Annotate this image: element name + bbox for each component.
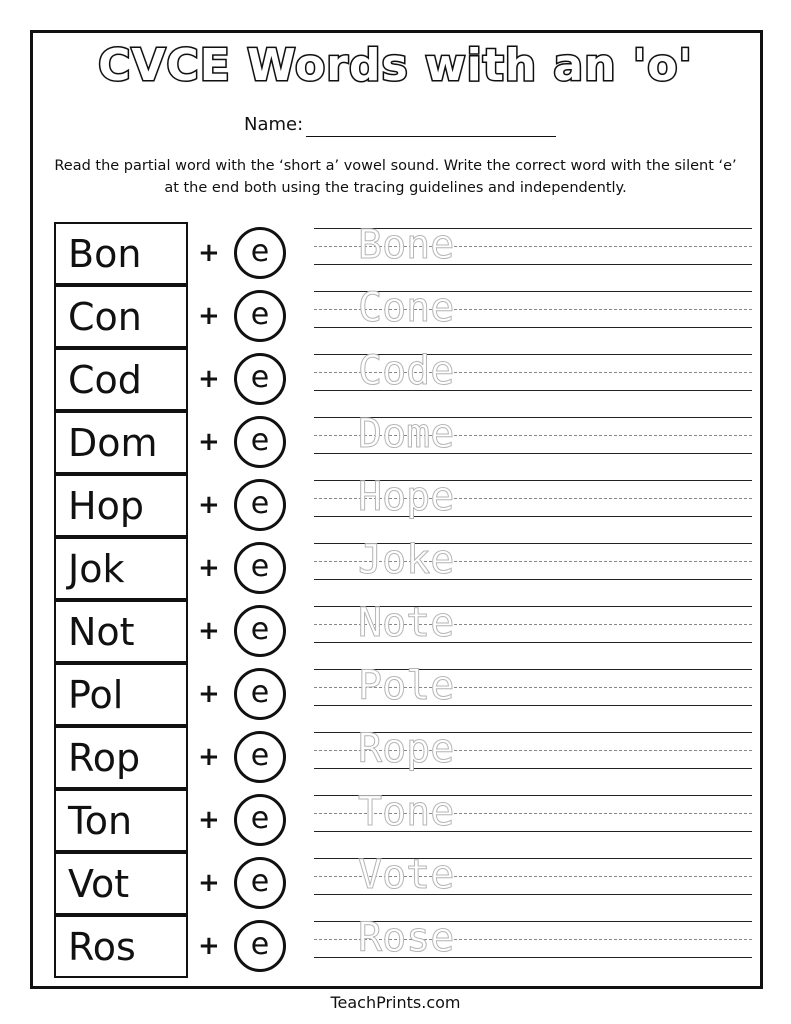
plus-sign: + <box>198 931 220 961</box>
partial-word-box: Bon <box>54 222 188 285</box>
silent-e-circle: e <box>234 479 286 531</box>
partial-word-box: Pol <box>54 663 188 726</box>
plus-sign: + <box>198 364 220 394</box>
word-row <box>0 285 791 348</box>
silent-e-circle: e <box>234 542 286 594</box>
word-row <box>0 852 791 915</box>
word-row <box>0 663 791 726</box>
partial-word-box: Ros <box>54 915 188 978</box>
plus-sign: + <box>198 238 220 268</box>
plus-sign: + <box>198 553 220 583</box>
silent-e-circle: e <box>234 731 286 783</box>
name-field-line[interactable] <box>306 136 556 137</box>
tracing-word: Rose <box>358 915 455 961</box>
partial-word-box: Cod <box>54 348 188 411</box>
tracing-word: Joke <box>358 537 455 583</box>
instructions-text: Read the partial word with the ‘short a’ vowel sound. Write the correct word with the silent ‘e’ at the end both using the tracing guidelines and independently. <box>54 158 737 196</box>
silent-e-circle: e <box>234 920 286 972</box>
word-row <box>0 411 791 474</box>
tracing-word: Tone <box>358 789 455 835</box>
word-row <box>0 600 791 663</box>
word-row <box>0 537 791 600</box>
partial-word-box: Not <box>54 600 188 663</box>
partial-word-box: Vot <box>54 852 188 915</box>
tracing-word: Cone <box>358 285 455 331</box>
word-row <box>0 348 791 411</box>
tracing-word: Bone <box>358 222 455 268</box>
plus-sign: + <box>198 616 220 646</box>
tracing-word: Code <box>358 348 455 394</box>
silent-e-circle: e <box>234 668 286 720</box>
plus-sign: + <box>198 679 220 709</box>
worksheet-title: CVCE Words with an 'o' <box>98 40 693 91</box>
word-row <box>0 474 791 537</box>
partial-word-box: Con <box>54 285 188 348</box>
silent-e-circle: e <box>234 416 286 468</box>
partial-word-box: Ton <box>54 789 188 852</box>
partial-word-box: Hop <box>54 474 188 537</box>
word-row <box>0 222 791 285</box>
partial-word-box: Rop <box>54 726 188 789</box>
plus-sign: + <box>198 742 220 772</box>
tracing-word: Note <box>358 600 455 646</box>
partial-word-box: Jok <box>54 537 188 600</box>
silent-e-circle: e <box>234 290 286 342</box>
tracing-word: Dome <box>358 411 455 457</box>
silent-e-circle: e <box>234 794 286 846</box>
plus-sign: + <box>198 805 220 835</box>
tracing-word: Rope <box>358 726 455 772</box>
plus-sign: + <box>198 490 220 520</box>
word-row <box>0 726 791 789</box>
silent-e-circle: e <box>234 227 286 279</box>
word-row <box>0 915 791 978</box>
tracing-word: Pole <box>358 663 455 709</box>
silent-e-circle: e <box>234 857 286 909</box>
word-row <box>0 789 791 852</box>
plus-sign: + <box>198 868 220 898</box>
silent-e-circle: e <box>234 605 286 657</box>
silent-e-circle: e <box>234 353 286 405</box>
plus-sign: + <box>198 427 220 457</box>
partial-word-box: Dom <box>54 411 188 474</box>
name-label: Name: <box>244 114 304 135</box>
tracing-word: Vote <box>358 852 455 898</box>
tracing-word: Hope <box>358 474 455 520</box>
plus-sign: + <box>198 301 220 331</box>
footer-brand: TeachPrints.com <box>330 993 461 1012</box>
